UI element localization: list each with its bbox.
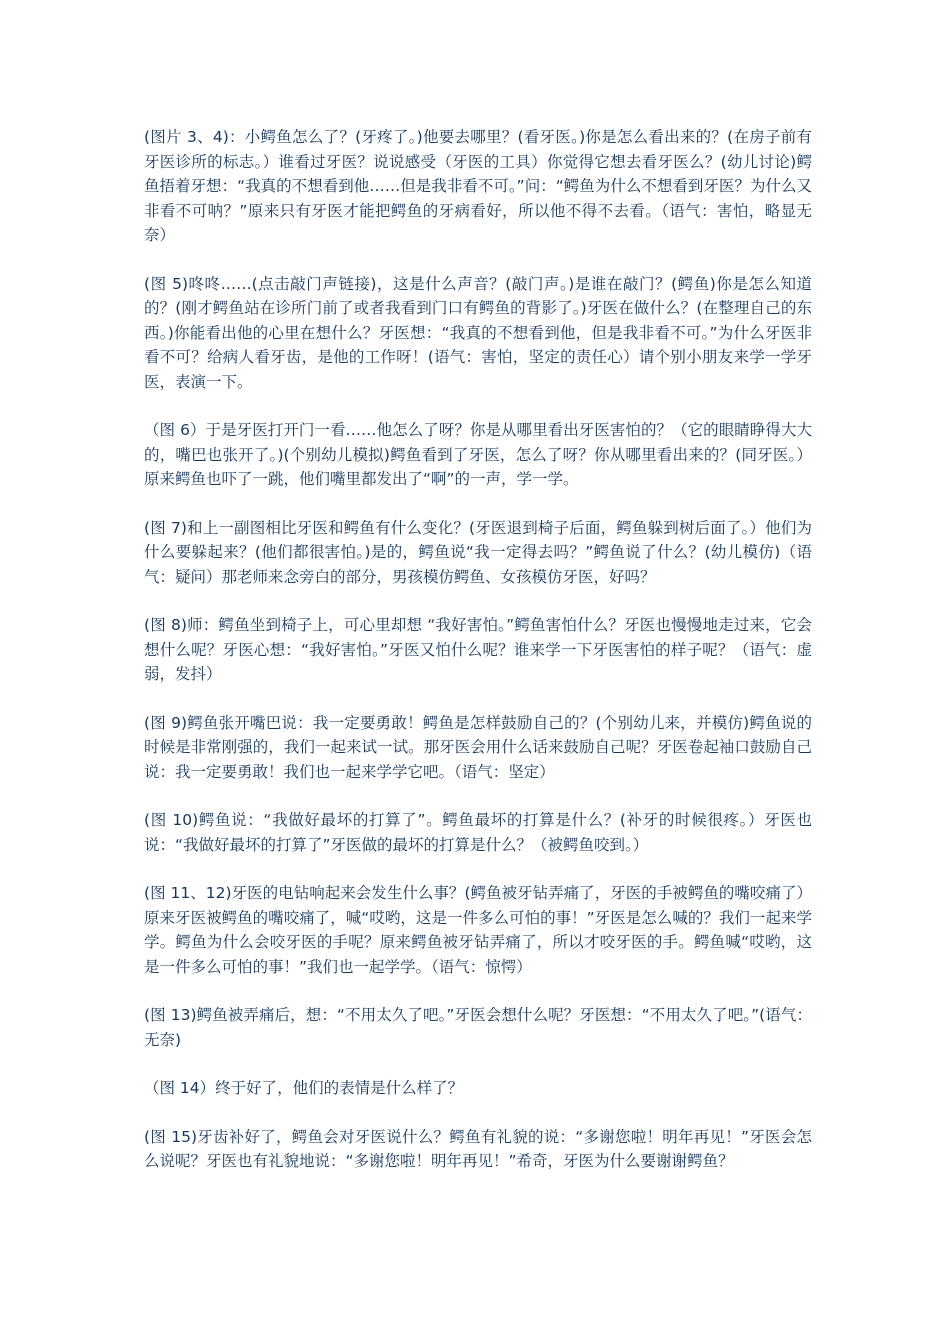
- paragraph-pic-10: (图 10)鳄鱼说：“我做好最坏的打算了”。鳄鱼最坏的打算是什么？(补牙的时候很疼。）牙医也说：“我做好最坏的打算了”牙医做的最坏的打算是什么？（被鳄鱼咬到。）: [144, 811, 812, 854]
- paragraph-pic-6: （图 6）于是牙医打开门一看……他怎么了呀？你是从哪里看出牙医害怕的？（它的眼睛睁得大大的，嘴巴也张开了。)(个别幼儿模拟)鳄鱼看到了牙医，怎么了呀？你从哪里看出来的？(同牙医。）原来鳄鱼也吓了一跳，他们嘴里都发出了“啊”的一声，学一学。: [144, 421, 812, 488]
- paragraph-pic-5: (图 5)咚咚……(点击敲门声链接)，这是什么声音？(敲门声。)是谁在敲门？(鳄鱼)你是怎么知道的？(刚才鳄鱼站在诊所门前了或者我看到门口有鳄鱼的背影了。)牙医在做什么？(在整理自己的东西。)你能看出他的心里在想什么？牙医想：“我真的不想看到他，但是我非看不可。”为什么牙医非看不可？给病人看牙齿，是他的工作呀！(语气：害怕，坚定的责任心）请个别小朋友来学一学牙医，表演一下。: [144, 274, 812, 391]
- paragraph-pic-11-12: (图 11、12)牙医的电钻响起来会发生什么事？(鳄鱼被牙钻弄痛了，牙医的手被鳄鱼的嘴咬痛了）原来牙医被鳄鱼的嘴咬痛了，喊“哎哟，这是一件多么可怕的事！”牙医是怎么喊的？我们一起来学学。鳄鱼为什么会咬牙医的手呢？原来鳄鱼被牙钻弄痛了，所以才咬牙医的手。鳄鱼喊“哎哟，这是一件多么可怕的事！”我们也一起学学。（语气：惊愕）: [144, 884, 812, 976]
- paragraph-pic-13: (图 13)鳄鱼被弄痛后，想：“不用太久了吧。”牙医会想什么呢？牙医想：“不用太久了吧。”(语气：无奈): [144, 1006, 812, 1049]
- paragraph-pic-8: (图 8)师：鳄鱼坐到椅子上，可心里却想 “我好害怕。”鳄鱼害怕什么？牙医也慢慢地走过来，它会想什么呢？牙医心想：“我好害怕。”牙医又怕什么呢？谁来学一下牙医害怕的样子呢？（语气：虚弱，发抖）: [144, 616, 812, 683]
- paragraph-pic-7: (图 7)和上一副图相比牙医和鳄鱼有什么变化？(牙医退到椅子后面，鳄鱼躲到树后面了。）他们为什么要躲起来？(他们都很害怕。)是的，鳄鱼说“我一定得去吗？”鳄鱼说了什么？(幼儿模仿)（语气：疑问）那老师来念旁白的部分，男孩模仿鳄鱼、女孩模仿牙医，好吗？: [144, 518, 812, 586]
- document-body: [144, 125, 812, 1198]
- paragraph-pic-14: （图 14）终于好了，他们的表情是什么样了？: [144, 1079, 464, 1097]
- paragraph-pic-9: (图 9)鳄鱼张开嘴巴说：我一定要勇敢！鳄鱼是怎样鼓励自己的？(个别幼儿来，并模仿)鳄鱼说的时候是非常刚强的，我们一起来试一试。那牙医会用什么话来鼓励自己呢？牙医卷起袖口鼓励自己说：我一定要勇敢！我们也一起来学学它吧。（语气：坚定）: [144, 713, 812, 781]
- paragraph-pic-15: (图 15)牙齿补好了，鳄鱼会对牙医说什么？鳄鱼有礼貌的说：“多谢您啦！明年再见！”牙医会怎么说呢？牙医也有礼貌地说：“多谢您啦！明年再见！”希奇，牙医为什么要谢谢鳄鱼？: [144, 1127, 812, 1170]
- paragraph-pic-3-4: (图片 3、4)：小鳄鱼怎么了？(牙疼了。)他要去哪里？(看牙医。)你是怎么看出来的？(在房子前有牙医诊所的标志。）谁看过牙医？说说感受（牙医的工具）你觉得它想去看牙医么？(幼儿讨论)鳄鱼捂着牙想：“我真的不想看到他……但是我非看不可。”问：“鳄鱼为什么不想看到牙医？为什么又非看不可呐？”原来只有牙医才能把鳄鱼的牙病看好，所以他不得不去看。（语气：害怕，略显无奈）: [144, 128, 812, 244]
